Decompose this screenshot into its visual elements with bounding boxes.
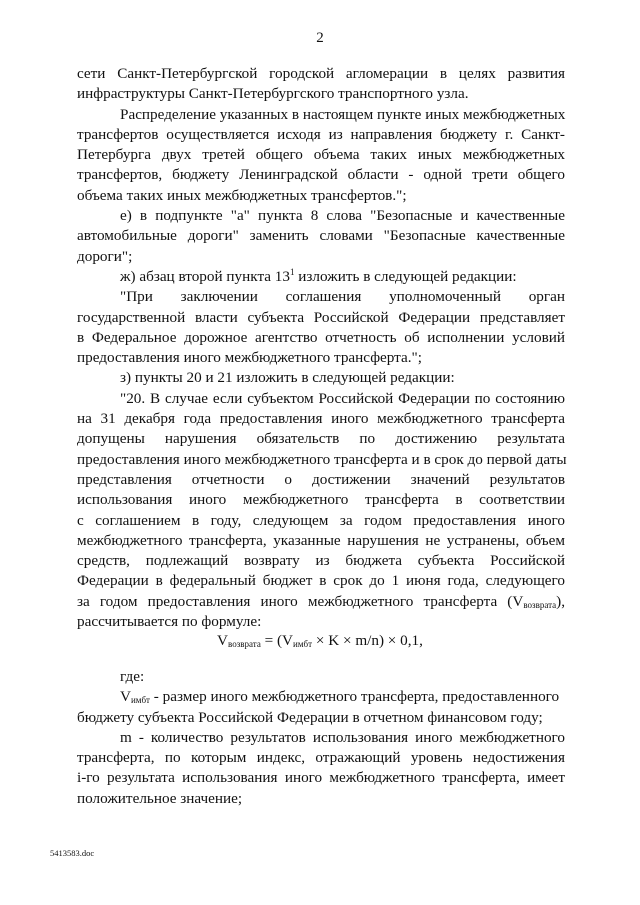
text-line-zh: ж) абзац второй пункта $13^1$ изложить в следующей редакции: [120,266,517,285]
text-line: предоставления иного межбюджетного трансферта и в срок до первой даты [77,450,567,468]
text-line: сети Санкт-Петербургской городской агломерации в целях развития [77,65,565,82]
text-line: предоставления иного межбюджетного трансферта."; [77,349,422,367]
formula: $V_{возврата} = (V_{имбт} \times K \times m/n) \times 0,1$, [217,632,423,649]
text-line: допущены нарушения обязательств по достижению результата [77,430,565,448]
text-line: положительное значение; [77,789,243,807]
text-line-formula-intro: рассчитывается по формуле: [77,613,262,631]
text-line: Петербурга двух третей общего объема таких иных межбюджетных [77,146,565,164]
text-line: Распределение указанных в настоящем пункте иных межбюджетных [120,105,566,123]
text-line: использования иного межбюджетного трансферта в соответствии [77,491,565,509]
text-line: автомобильные дороги" заменить словами "Безопасные качественные [77,227,565,245]
text-line: государственной власти субъекта Российской Федерации представляет [77,308,565,326]
text-line: бюджету субъекта Российской Федерации в отчетном финансовом году; [77,708,543,726]
text-line: инфраструктуры Санкт-Петербургского транспортного узла. [77,85,469,103]
file-name-footer: 5413583.doc [50,848,95,858]
text-line: е) в подпункте "а" пункта 8 слова "Безопасные и качественные [120,207,565,225]
text-line: в Федеральное дорожное агентство отчетность об исполнении условий [77,328,565,346]
text-line: дороги"; [77,247,133,265]
text-line: Федерации в федеральный бюджет в срок до 1 июня года, следующего [77,572,565,590]
paragraph-block-b [77,287,565,591]
text-line: средств, подлежащий возврату из бюджета субъекта Российской [77,552,565,570]
text-line-gde: где: [120,668,145,685]
text-line: трансфертов осуществляется исходя из направления бюджету г. Санкт- [77,125,565,143]
text-line: представления отчетности о достижении значений результатов [77,470,565,488]
text-line-vozvrata: за годом предоставления иного межбюджетного трансферта $(V_{возврата})$, [77,592,565,610]
text-line: "При заключении соглашения уполномоченный орган [120,288,565,306]
paragraph-block-a [77,64,565,267]
document-body [77,64,565,632]
text-line: межбюджетного трансферта, указанные нарушения не устранены, объем [77,531,565,549]
text-line: m - количество результатов использования иного межбюджетного [120,728,565,746]
text-line: с соглашением в году, следующем за годом предоставления иного [77,511,565,529]
text-line: объема таких иных межбюджетных трансфертов."; [77,186,407,204]
page-number: 2 [316,30,324,46]
text-line-def-v: $V_{имбт}$ - размер иного межбюджетного трансферта, предоставленного [120,688,560,706]
definitions-body [77,667,565,809]
paragraph-block-c [77,708,565,809]
text-line: з) пункты 20 и 21 изложить в следующей редакции: [120,369,455,387]
text-line: "20. В случае если субъектом Российской Федерации по состоянию [120,389,565,407]
text-line: на 31 декабря года предоставления иного межбюджетного трансферта [77,410,565,428]
text-line: трансферта, по которым индекс, отражающий уровень недостижения [77,749,565,767]
text-line: трансфертов, бюджету Ленинградской области - одной трети общего [77,166,565,184]
text-line: i-го результата использования иного межбюджетного трансферта, имеет [77,769,565,787]
